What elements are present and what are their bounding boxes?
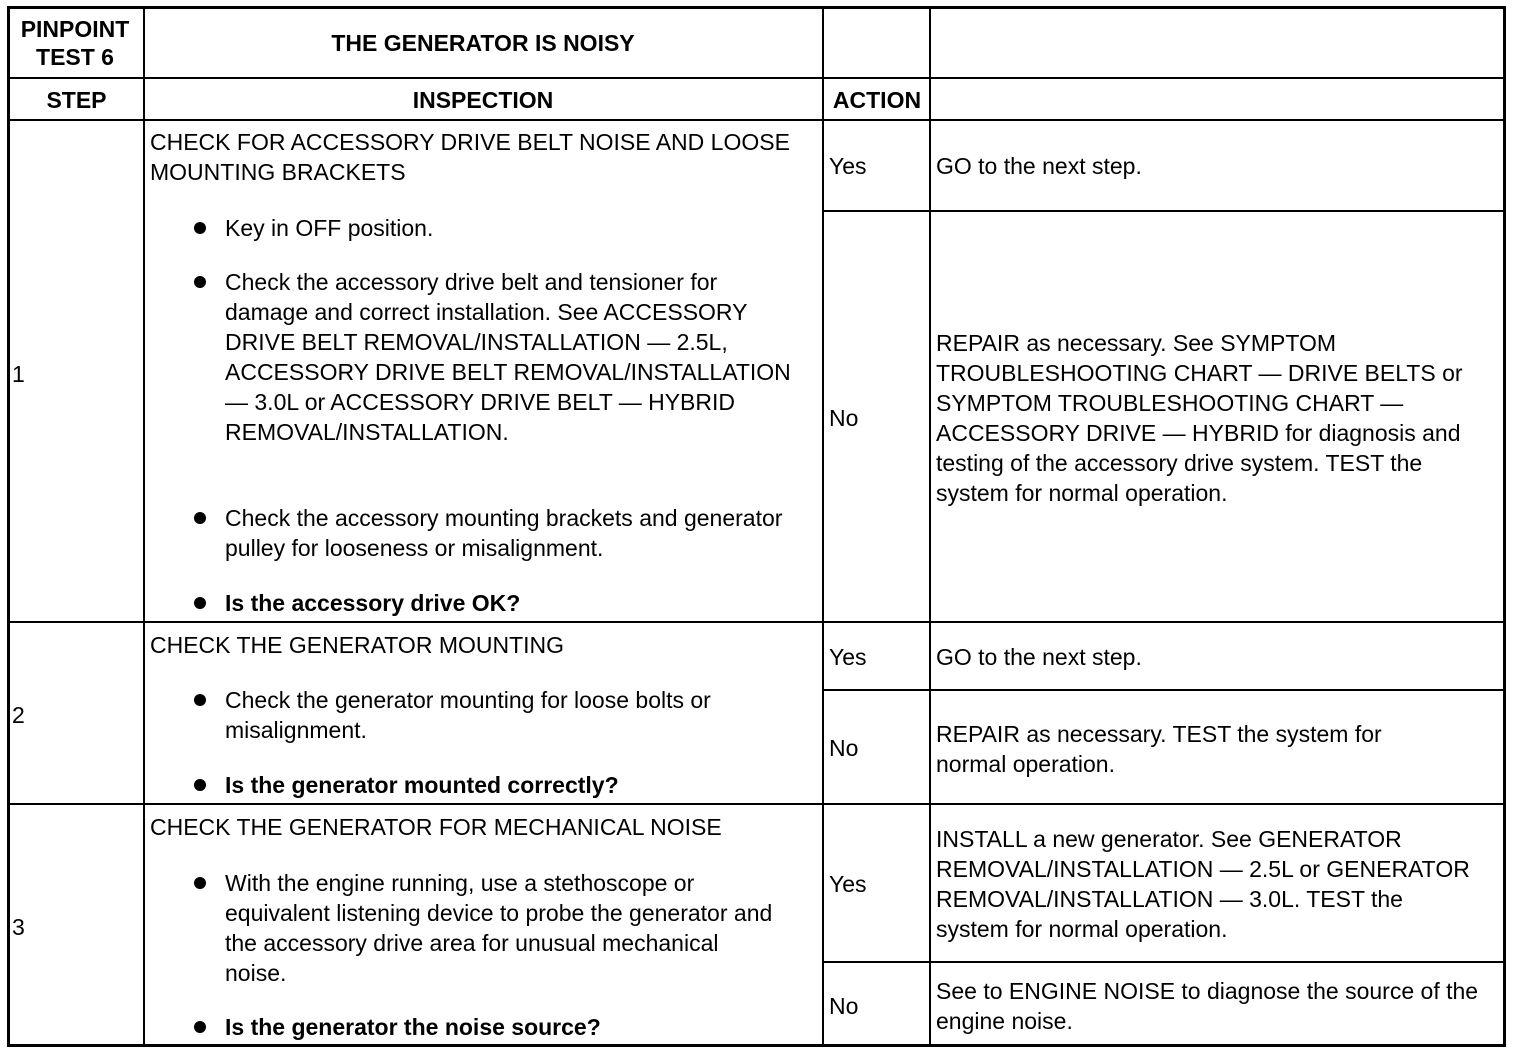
step-title: CHECK THE GENERATOR MOUNTING [150, 632, 565, 658]
inspection-question: Is the accessory drive OK? [225, 590, 521, 616]
bullet-icon [194, 1021, 206, 1033]
bullet-icon [194, 512, 206, 524]
bullet-icon [194, 597, 206, 609]
step-title: CHECK THE GENERATOR FOR MECHANICAL NOISE [150, 814, 722, 840]
inspection-question: Is the generator the noise source? [225, 1014, 601, 1040]
no-label: No [829, 405, 859, 431]
divider [822, 8, 824, 1046]
divider [8, 621, 1505, 623]
bullet-icon [194, 694, 206, 706]
column-header-step: STEP [46, 87, 107, 113]
no-label: No [829, 993, 859, 1019]
inspection-item: Check the generator mounting for loose bolts or misalignment. [225, 687, 711, 743]
bullet-icon [194, 222, 206, 234]
divider [8, 119, 1505, 121]
column-header-inspection: INSPECTION [412, 87, 554, 113]
yes-label: Yes [829, 644, 867, 670]
bullet-icon [194, 877, 206, 889]
no-label: No [829, 735, 859, 761]
bullet-icon [194, 276, 206, 288]
no-action: REPAIR as necessary. TEST the system for normal operation. [936, 721, 1382, 777]
inspection-item: With the engine running, use a stethoscope or equivalent listening device to probe the generator and the accessory drive area for unusual mechanical noise. [225, 870, 773, 986]
divider [929, 8, 931, 1046]
divider [8, 77, 1505, 79]
page-title: THE GENERATOR IS NOISY [331, 30, 635, 56]
step-title: CHECK FOR ACCESSORY DRIVE BELT NOISE AND LOOSE MOUNTING BRACKETS [150, 129, 790, 185]
inspection-item: Check the accessory mounting brackets and generator pulley for looseness or misalignment. [225, 505, 783, 561]
no-action: See to ENGINE NOISE to diagnose the source of the engine noise. [936, 978, 1479, 1034]
step-number: 3 [12, 914, 25, 940]
inspection-question: Is the generator mounted correctly? [225, 772, 619, 798]
column-header-action: ACTION [832, 87, 922, 113]
yes-label: Yes [829, 871, 867, 897]
divider [143, 8, 145, 1046]
inspection-item: Check the accessory drive belt and tensioner for damage and correct installation. See ACCESSORY DRIVE BELT REMOVAL/INSTALLATION — 2.5L, ACCESSORY DRIVE BELT REMOVAL/INSTALLATION — 3.0L or ACCESSORY DRIVE BELT — HYBRID REMOVAL/INSTALLATION. [225, 269, 791, 445]
inspection-item: Key in OFF position. [225, 215, 434, 241]
divider [823, 689, 1505, 691]
no-action: REPAIR as necessary. See SYMPTOM TROUBLESHOOTING CHART — DRIVE BELTS or SYMPTOM TROUBLESHOOTING CHART — ACCESSORY DRIVE — HYBRID for diagnosis and testing of the accessory drive system. TEST the system for normal operation. [936, 330, 1463, 506]
bullet-icon [194, 779, 206, 791]
test-label: PINPOINT TEST 6 [20, 16, 130, 70]
yes-action: GO to the next step. [936, 644, 1142, 670]
divider [823, 961, 1505, 963]
yes-action: INSTALL a new generator. See GENERATOR REMOVAL/INSTALLATION — 2.5L or GENERATOR REMOVAL/INSTALLATION — 3.0L. TEST the system for normal operation. [936, 826, 1470, 942]
divider [823, 210, 1505, 212]
yes-label: Yes [829, 153, 867, 179]
step-number: 1 [12, 361, 25, 387]
yes-action: GO to the next step. [936, 153, 1142, 179]
divider [8, 803, 1505, 805]
step-number: 2 [12, 702, 25, 728]
